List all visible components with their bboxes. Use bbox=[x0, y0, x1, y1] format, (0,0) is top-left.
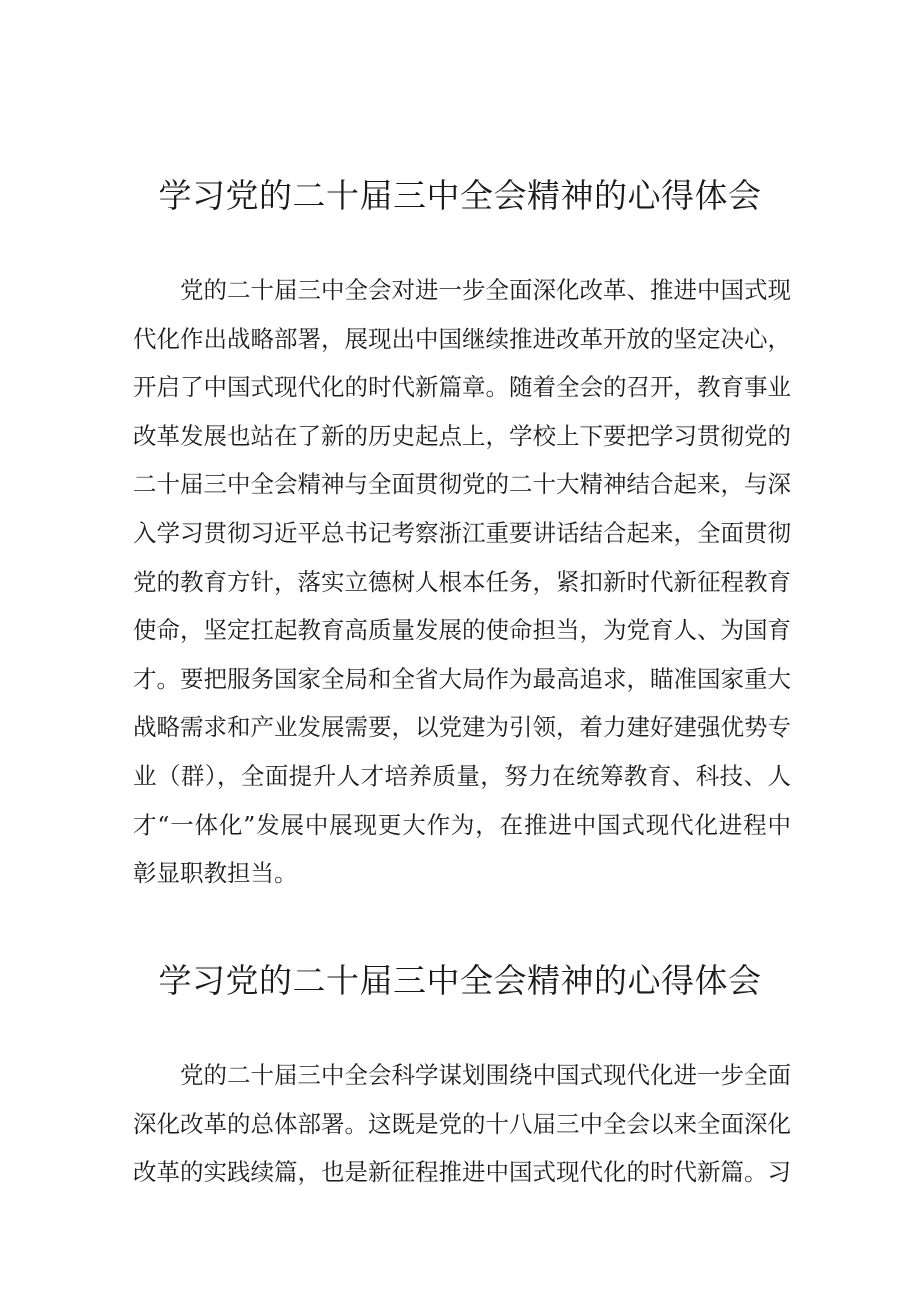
paragraph-line: 使命，坚定扛起教育高质量发展的使命担当，为党育人、为国育 bbox=[133, 616, 791, 645]
paragraph-line: 二十届三中全会精神与全面贯彻党的二十大精神结合起来，与深 bbox=[133, 470, 791, 499]
paragraph-line: 才。要把服务国家全局和全省大局作为最高追求，瞄准国家重大 bbox=[133, 664, 791, 693]
paragraph-line: 党的二十届三中全会科学谋划围绕中国式现代化进一步全面 bbox=[180, 1061, 791, 1089]
article-paragraph-2 bbox=[133, 1051, 791, 1197]
paragraph-line: 改革的实践续篇，也是新征程推进中国式现代化的时代新篇。习 bbox=[133, 1158, 791, 1187]
paragraph-line: 党的二十届三中全会对进一步全面深化改革、推进中国式现 bbox=[180, 276, 791, 304]
paragraph-line: 党的教育方针，落实立德树人根本任务，紧扣新时代新征程教育 bbox=[133, 567, 791, 596]
article-title-2: 学习党的二十届三中全会精神的心得体会 bbox=[158, 961, 762, 1000]
paragraph-line: 才“一体化”发展中展现更大作为，在推进中国式现代化进程中 bbox=[133, 810, 791, 839]
article-title-1: 学习党的二十届三中全会精神的心得体会 bbox=[158, 176, 762, 215]
paragraph-line: 业（群），全面提升人才培养质量，努力在统筹教育、科技、人 bbox=[133, 761, 791, 790]
paragraph-line: 入学习贯彻习近平总书记考察浙江重要讲话结合起来，全面贯彻 bbox=[133, 518, 791, 547]
paragraph-line: 开启了中国式现代化的时代新篇章。随着全会的召开，教育事业 bbox=[133, 373, 791, 402]
paragraph-line: 深化改革的总体部署。这既是党的十八届三中全会以来全面深化 bbox=[133, 1109, 791, 1138]
paragraph-line: 代化作出战略部署，展现出中国继续推进改革开放的坚定决心， bbox=[133, 324, 791, 353]
article-paragraph-1 bbox=[133, 266, 791, 898]
paragraph-line: 彰显职教担当。 bbox=[133, 859, 298, 888]
paragraph-line: 战略需求和产业发展需要，以党建为引领，着力建好建强优势专 bbox=[133, 713, 791, 742]
paragraph-line: 改革发展也站在了新的历史起点上，学校上下要把学习贯彻党的 bbox=[133, 421, 791, 450]
